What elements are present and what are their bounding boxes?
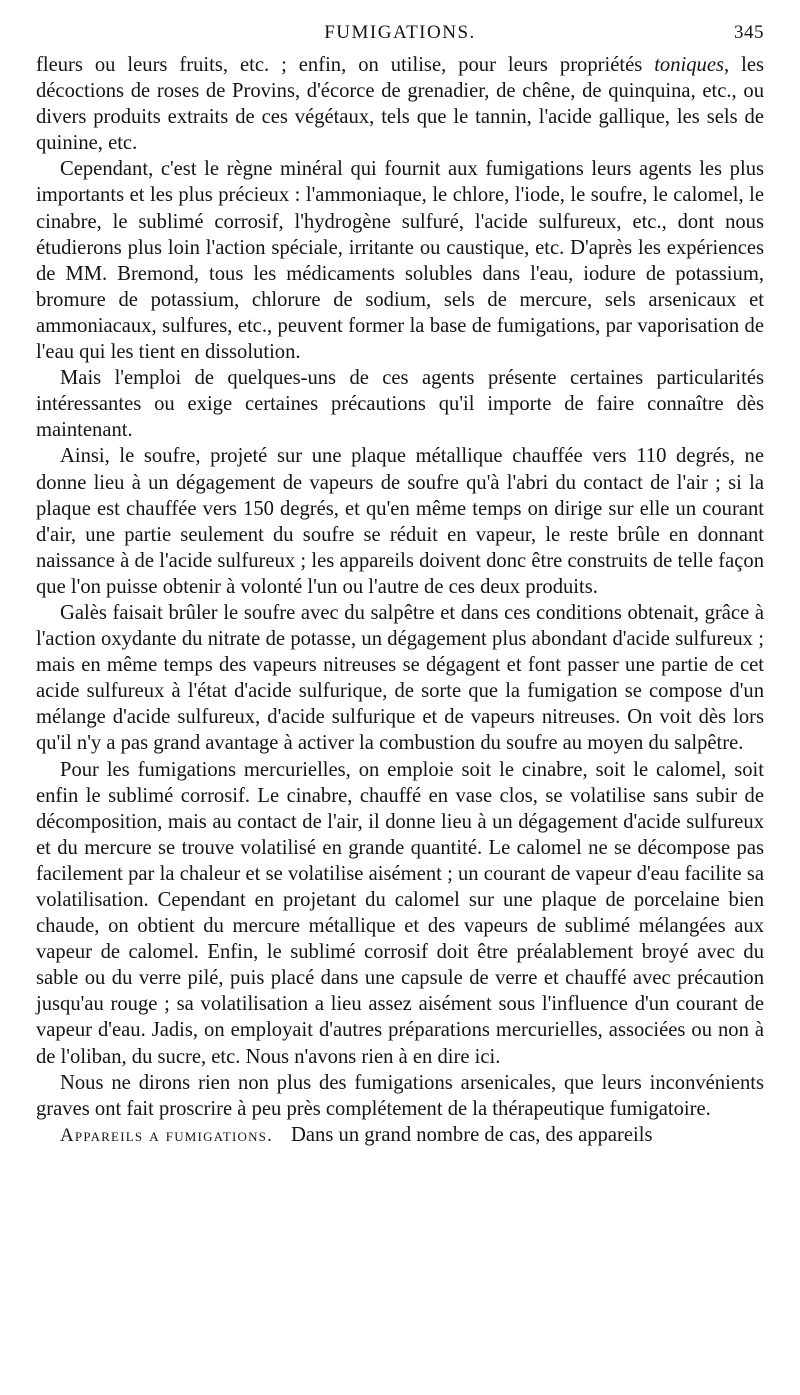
italic-term: toniques — [654, 54, 724, 76]
paragraph-precautions: Mais l'emploi de quelques-uns de ces agents présente certaines particularités intéressantes ou exige certaines précautions qu'il importe de faire connaître dès maintenant. — [36, 367, 764, 442]
page-number: 345 — [734, 22, 764, 43]
body-text — [36, 52, 764, 1149]
running-head — [36, 22, 764, 52]
paragraph-arsenical: Nous ne dirons rien non plus des fumigations arsenicales, que leurs inconvénients graves ont fait proscrire à peu près complétement de la thérapeutique fumigatoire. — [36, 1071, 764, 1120]
book-page — [36, 22, 764, 1149]
paragraph-gales: Galès faisait brûler le soufre avec du salpêtre et dans ces conditions obtenait, grâce à l'action oxydante du nitrate de potasse, un dégagement plus abondant d'acide sulfureux ; mais en même temps des vapeurs nitreuses se dégagent et font passer une partie de cet acide sulfureux à l'état d'acide sulfurique, de sorte que la fumigation se compose d'un mélange d'acide sulfureux, d'acide sulfurique et de vapeurs nitreuses. On voit dès lors qu'il n'y a pas grand avantage à activer la combustion du soufre au moyen du salpêtre. — [36, 601, 764, 755]
paragraph-sulfur: Ainsi, le soufre, projeté sur une plaque métallique chauffée vers 110 degrés, ne donne lieu à un dégagement de vapeurs de soufre qu'à l'abri du contact de l'air ; si la plaque est chauffée vers 150 degrés, et qu'en même temps on dirige sur elle un courant d'air, une partie seulement du soufre se réduit en vapeur, le reste brûle en donnant naissance à de l'acide sulfureux ; les appareils doivent donc être construits de telle façon que l'on puisse obtenir à volonté l'un ou l'autre de ces deux produits. — [36, 445, 764, 598]
paragraph-continuation — [36, 52, 764, 156]
running-title: FUMIGATIONS. — [324, 22, 476, 43]
section-text: Dans un grand nombre de cas, des appareils — [291, 1123, 653, 1146]
paragraph-continuation-end: , les décoctions de roses de Provins, d'écorce de grenadier, de chêne, de quinquina, etc., ou divers produits extraits de ces végétaux, tels que le tannin, l'acide gallique, les sels de quinine, etc. — [36, 54, 764, 155]
paragraph-mineral-agents: Cependant, c'est le règne minéral qui fournit aux fumigations leurs agents les plus importants et les plus précieux : l'ammoniaque, le chlore, l'iode, le soufre, le calomel, le cinabre, le sublimé corrosif, l'hydrogène sulfuré, l'acide sulfureux, etc., dont nous étudierons plus loin l'action spéciale, irritante ou caustique, etc. D'après les expériences de MM. Bremond, tous les médicaments solubles dans l'eau, iodure de potassium, bromure de potassium, chlorure de sodium, sels de mercure, sels arsenicaux et ammoniacaux, sulfures, etc., peuvent former la base de fumigations, par vaporisation de l'eau qui les tient en dissolution. — [36, 158, 764, 364]
section-start — [36, 1122, 764, 1149]
section-heading: Appareils a fumigations. — [60, 1124, 274, 1146]
paragraph-mercurial: Pour les fumigations mercurielles, on emploie soit le cinabre, soit le calomel, soit enfin le sublimé corrosif. Le cinabre, chauffé en vase clos, se volatilise sans subir de décomposition, mais au contact de l'air, il donne lieu à un dégagement d'acide sulfureux et du mercure se trouve volatilisé en grande quantité. Le calomel ne se décompose pas facilement par la chaleur et se volatilise aisément ; un courant de vapeur d'eau facilite sa volatilisation. Cependant en projetant du calomel sur une plaque de porcelaine bien chaude, on obtient du mercure métallique et des vapeurs de sublimé mélangées aux vapeur de calomel. Enfin, le sublimé corrosif doit être préalablement broyé avec du sable ou du verre pilé, puis placé dans une capsule de verre et chauffé avec précaution jusqu'au rouge ; sa volatilisation a lieu assez aisément sous l'influence d'un courant de vapeur d'eau. Jadis, on employait d'autres préparations mercurielles, associées ou non à de l'oliban, du sucre, etc. Nous n'avons rien à en dire ici. — [36, 758, 764, 1068]
paragraph-continuation-start: fleurs ou leurs fruits, etc. ; enfin, on utilise, pour leurs propriétés — [36, 54, 655, 76]
